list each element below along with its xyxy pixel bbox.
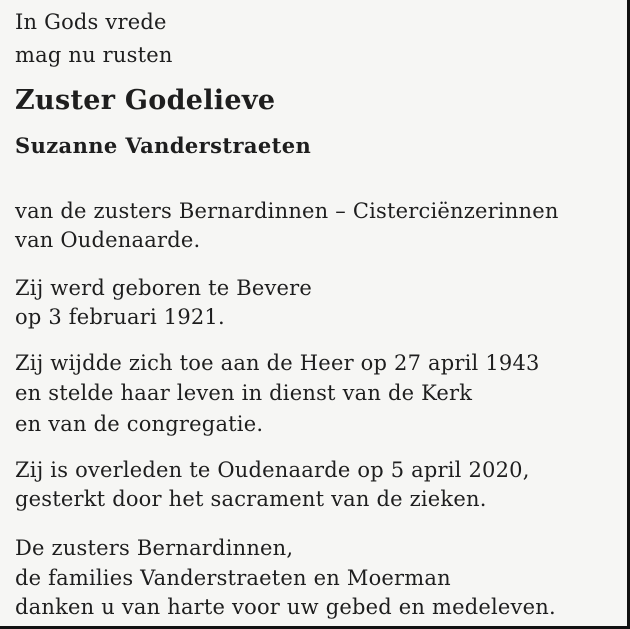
vows-line-1: Zij wijdde zich toe aan de Heer op 27 april 1943	[15, 351, 540, 375]
vows-line-3: en van de congregatie.	[15, 412, 264, 436]
thanks-line-1: De zusters Bernardinnen,	[15, 536, 294, 560]
thanks-line-3: danken u van harte voor uw gebed en medeleven.	[15, 595, 556, 619]
vows-line-2: en stelde haar leven in dienst van de Kerk	[15, 381, 473, 405]
congregation-line-2: van Oudenaarde.	[15, 228, 201, 252]
deceased-civil-name: Suzanne Vanderstraeten	[15, 133, 312, 158]
congregation-line-1: van de zusters Bernardinnen – Cisterciënzerinnen	[15, 199, 559, 223]
death-line-1: Zij is overleden te Oudenaarde op 5 april 2020,	[15, 458, 530, 482]
death-line-2: gesterkt door het sacrament van de zieken.	[15, 487, 487, 511]
intro-line-2: mag nu rusten	[15, 43, 173, 67]
birth-line-1: Zij werd geboren te Bevere	[15, 276, 313, 300]
intro-line-1: In Gods vrede	[15, 10, 167, 34]
thanks-line-2: de families Vanderstraeten en Moerman	[15, 566, 451, 590]
birth-line-2: op 3 februari 1921.	[15, 305, 225, 329]
deceased-religious-name: Zuster Godelieve	[15, 85, 276, 116]
